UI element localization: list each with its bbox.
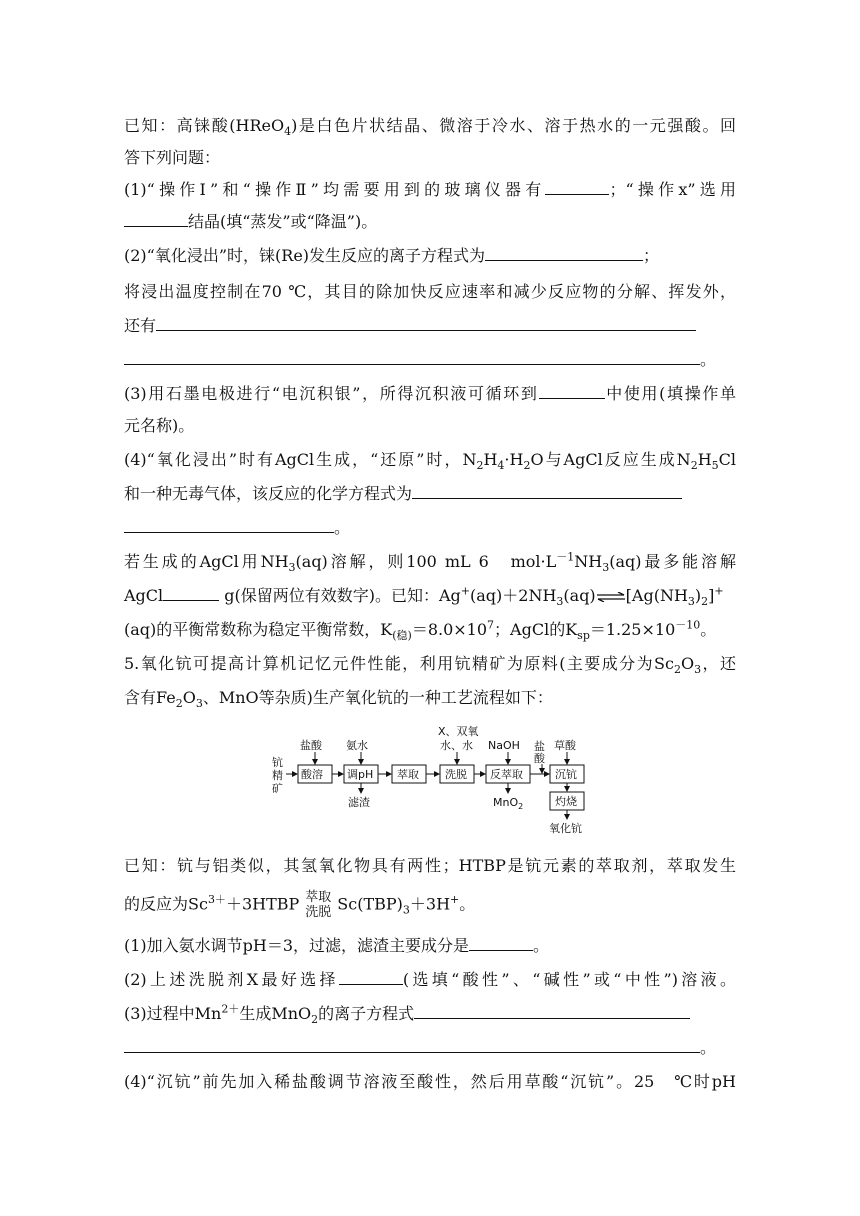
reagent-label: NaOH <box>488 739 520 752</box>
q4-part4-line6: (aq)的平衡常数称为稳定平衡常数，$K_{(稳)}=8.0\times 10^7$；AgCl的$K_{sp}=1.25\times 10^{-10}$。 <box>124 618 717 643</box>
q5-known-line1: 已知：钪与铝类似，其氢氧化物具有两性；HTBP是钪元素的萃取剂，萃取发生 <box>124 856 736 875</box>
q5-part2: (2)上述洗脱剂X最好选择 (选填“酸性”、“碱性”或“中性”)溶液。 <box>124 970 736 989</box>
q4-part4-line4: 若生成的AgCl用$NH_3(aq)$溶解，则100 mL 6 $mol\cdot L^{-1}NH_3(aq)$最多能溶解 <box>124 550 736 575</box>
byproduct-label: MnO$_2$ <box>493 796 524 811</box>
step-box-label: 萃取 <box>397 768 419 781</box>
answer-blank[interactable] <box>339 970 403 985</box>
answer-blank[interactable] <box>124 1038 700 1053</box>
q4-part3-line1: (3)用石墨电极进行“电沉积银”，所得沉积液可循环到 中使用(填操作单 <box>124 384 737 403</box>
answer-blank[interactable] <box>163 586 219 601</box>
q4-part2-line4: 。 <box>124 350 736 370</box>
reagent-label: 草酸 <box>554 739 576 752</box>
reaction-condition: 萃取 洗脱 <box>305 890 332 920</box>
answer-blank[interactable] <box>414 1004 690 1019</box>
q5-known-line2: 的反应为$Sc^{3+}+3HTBP$ 萃取 洗脱 $Sc(TBP)_3+3H^+$。 <box>124 890 476 920</box>
reagent-label: X、双氧 <box>438 725 479 738</box>
step-box-label: 酸溶 <box>301 768 323 781</box>
reagent-label: 盐酸 <box>300 739 322 752</box>
q4-part4-line5: AgCl g(保留两位有效数字)。已知：$Ag^+(aq)+2NH_3(aq)$ $[Ag(NH_3)_2]^+$ <box>124 584 724 609</box>
q4-part2-line2: 将浸出温度控制在70 ℃，其目的除加快反应速率和减少反应物的分解、挥发外， <box>124 282 736 301</box>
answer-blank[interactable] <box>412 484 682 499</box>
q5-line2: 含有$Fe_2O_3$、MnO等杂质)生产氧化钪的一种工艺流程如下： <box>124 688 553 711</box>
equilibrium-arrows-icon <box>596 592 626 602</box>
raw-material-label: 矿 <box>272 782 283 795</box>
reagent-label: 盐 <box>534 740 545 753</box>
q4-part1-line2: 结晶(填“蒸发”或“降温”)。 <box>124 212 736 232</box>
reagent-label: 氨水 <box>346 739 368 752</box>
raw-material-label: 钪 <box>272 756 283 769</box>
intro-line-2: 答下列问题： <box>124 148 221 167</box>
answer-blank[interactable] <box>469 936 533 951</box>
q4-part4-line1: (4)“氧化浸出”时有AgCl生成，“还原”时，$N_2H_4\cdot H_2O$与AgCl反应生成$N_2H_5Cl$ <box>124 450 736 473</box>
q4-part3-line2: 元名称)。 <box>124 416 195 435</box>
q5-part4: (4)“沉钪”前先加入稀盐酸调节溶液至酸性，然后用草酸“沉钪”。25 ℃时pH <box>124 1072 736 1091</box>
q4-part4-line3: 。 <box>124 518 736 538</box>
answer-blank[interactable] <box>124 350 700 365</box>
q4-part2-line3: 还有 <box>124 316 736 336</box>
answer-blank[interactable] <box>545 180 609 195</box>
raw-material-label: 精 <box>272 769 283 782</box>
q5-part1: (1)加入氨水调节pH＝3，过滤，滤渣主要成分是 。 <box>124 936 550 955</box>
reagent-label: 水、水 <box>440 739 473 752</box>
answer-blank[interactable] <box>156 316 696 331</box>
product-label: 氧化钪 <box>549 822 582 835</box>
step-box-label: 灼烧 <box>555 795 577 808</box>
q5-part3-line2: 。 <box>124 1038 736 1058</box>
intro-line-1: 已知：高铼酸(HReO$_4$)是白色片状结晶、微溶于冷水、溶于热水的一元强酸。回 <box>124 116 736 139</box>
step-box-label: 反萃取 <box>490 768 523 781</box>
q5-part3-line1: (3)过程中$Mn^{2+}$生成MnO$_2$的离子方程式 <box>124 1004 736 1024</box>
answer-blank[interactable] <box>485 246 643 261</box>
step-box-label: 沉钪 <box>555 768 577 781</box>
byproduct-label: 滤渣 <box>348 796 370 809</box>
process-flow-diagram <box>266 724 596 840</box>
step-box-label: 调pH <box>347 768 374 781</box>
reagent-label: 酸 <box>534 752 545 765</box>
q4-part4-line2: 和一种无毒气体，该反应的化学方程式为 <box>124 484 736 504</box>
q4-part1-line1: (1)“操作Ⅰ”和“操作Ⅱ”均需要用到的玻璃仪器有 ；“操作x”选用 <box>124 180 736 199</box>
answer-blank[interactable] <box>539 384 605 399</box>
step-box-label: 洗脱 <box>445 768 467 781</box>
answer-blank[interactable] <box>124 212 188 227</box>
q5-line1: 5.氧化钪可提高计算机记忆元件性能，利用钪精矿为原料(主要成分为$Sc_2O_3$，还 <box>124 654 736 677</box>
answer-blank[interactable] <box>124 518 334 533</box>
q4-part2-line1: (2)“氧化浸出”时，铼(Re)发生反应的离子方程式为 ； <box>124 246 660 265</box>
